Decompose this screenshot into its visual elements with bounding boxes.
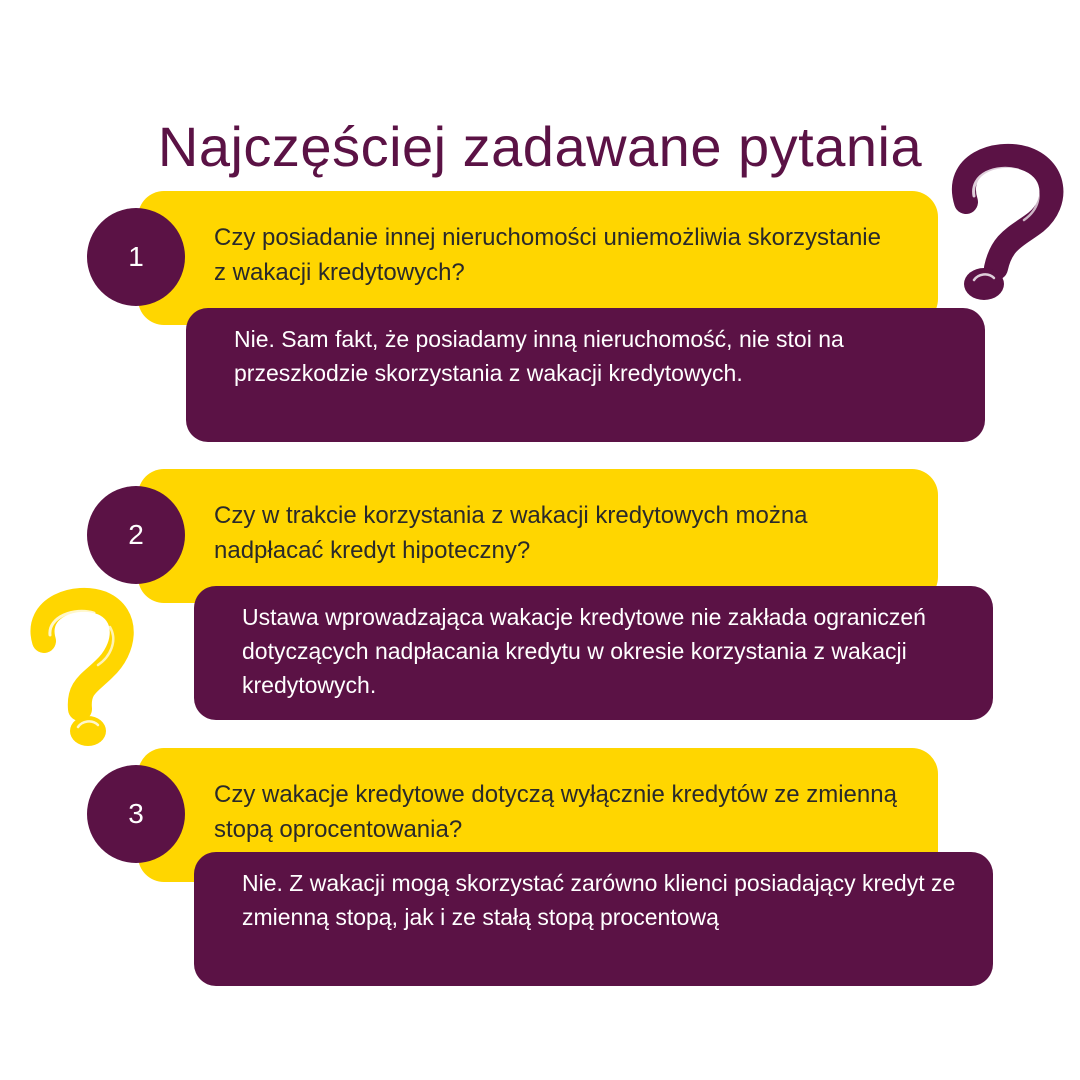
faq-number-badge: 2 (87, 486, 185, 584)
faq-answer-text: Nie. Z wakacji mogą skorzystać zarówno klienci posiadający kredyt ze zmienną stopą, jak i ze stałą stopą procentową (242, 870, 956, 930)
faq-answer-box (194, 852, 993, 986)
faq-number-badge: 3 (87, 765, 185, 863)
faq-number-badge: 1 (87, 208, 185, 306)
faq-question-text: Czy w trakcie korzystania z wakacji kredytowych można nadpłacać kredyt hipoteczny? (214, 502, 808, 564)
faq-answer-box (186, 308, 985, 442)
faq-question-text: Czy posiadanie innej nieruchomości uniemożliwia skorzystanie z wakacji kredytowych? (214, 224, 881, 286)
faq-question-box (138, 469, 938, 603)
faq-answer-text: Nie. Sam fakt, że posiadamy inną nieruchomość, nie stoi na przeszkodzie skorzystania z wakacji kredytowych. (234, 326, 844, 386)
faq-question-text: Czy wakacje kredytowe dotyczą wyłącznie kredytów ze zmienną stopą oprocentowania? (214, 781, 897, 843)
faq-answer-text: Ustawa wprowadzająca wakacje kredytowe nie zakłada ograniczeń dotyczących nadpłacania kredytu w okresie korzystania z wakacji kredytowych. (242, 604, 926, 698)
page-title: Najczęściej zadawane pytania (157, 114, 923, 178)
faq-question-box (138, 191, 938, 325)
faq-answer-box (194, 586, 993, 720)
